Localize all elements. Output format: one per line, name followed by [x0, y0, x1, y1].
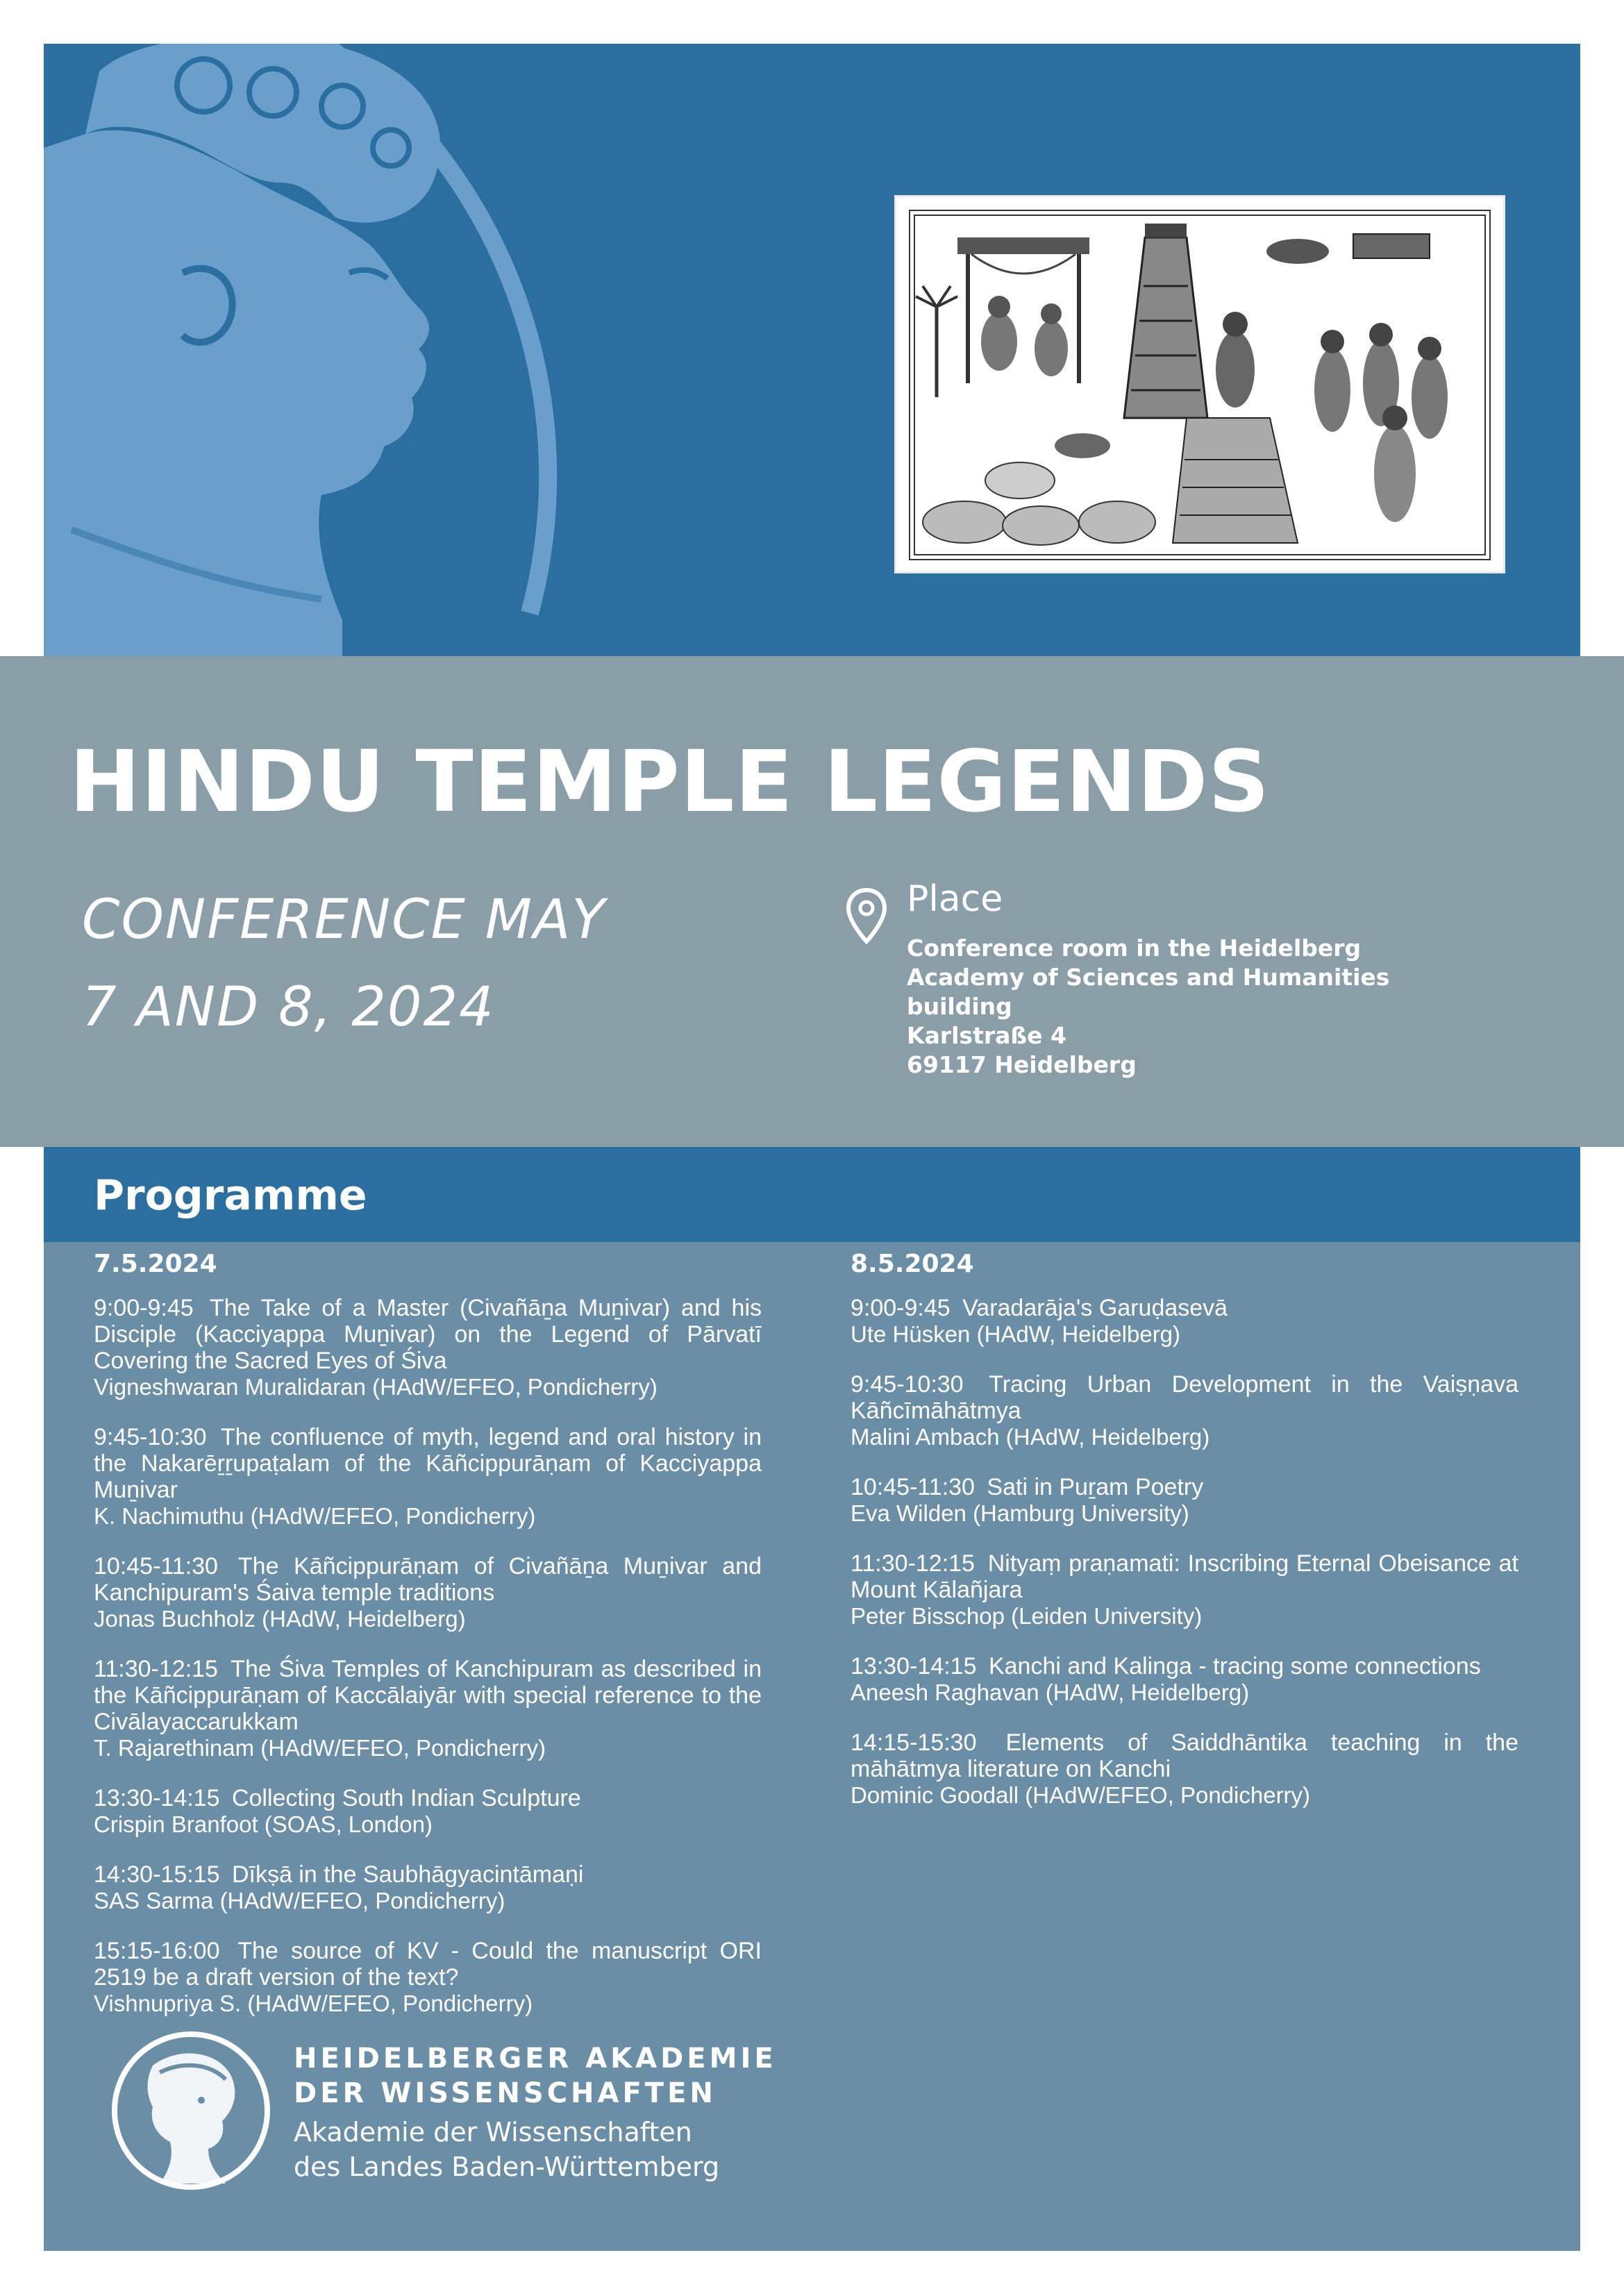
talk-speaker: K. Nachimuthu (HAdW/EFEO, Pondicherry)	[94, 1503, 536, 1529]
talk-time: 11:30-12:15	[94, 1656, 218, 1682]
talk-title-text: Dīkṣā in the Saubhāgyacintāmaṇi	[231, 1861, 584, 1888]
talk-title	[851, 1295, 1518, 1321]
talk-speaker: Malini Ambach (HAdW, Heidelberg)	[851, 1424, 1210, 1450]
talk-speaker: Vishnupriya S. (HAdW/EFEO, Pondicherry)	[94, 1991, 533, 2016]
talk-title-text: The Take of a Master (Civañāṉa Muṉivar) and his Disciple (Kacciyappa Muṉivar) on the Legend of Pārvatī Covering the Sacred Eyes of Śiva	[94, 1295, 762, 1374]
programme-entry	[94, 1424, 762, 1529]
programme-entry	[94, 1938, 762, 2016]
programme-entry	[851, 1550, 1518, 1629]
talk-title	[94, 1424, 762, 1503]
temple-woodcut-illustration	[894, 195, 1505, 573]
conference-title: HINDU TEMPLE LEGENDS	[69, 732, 1271, 831]
talk-speaker: Dominic Goodall (HAdW/EFEO, Pondicherry)	[851, 1782, 1311, 1808]
talk-speaker: Jonas Buchholz (HAdW, Heidelberg)	[94, 1606, 466, 1632]
talk-title	[94, 1785, 762, 1811]
talk-time: 11:30-12:15	[851, 1550, 975, 1577]
talk-title	[851, 1371, 1518, 1424]
place-line: Academy of Sciences and Humanities	[907, 964, 1390, 991]
programme-entry	[94, 1656, 762, 1761]
talk-title-text: The source of KV - Could the manuscript ORI 2519 be a draft version of the text?	[94, 1938, 762, 1991]
programme-entry	[851, 1729, 1518, 1808]
logo-line: des Landes Baden-Württemberg	[294, 2152, 720, 2182]
academy-logo-text	[294, 2041, 777, 2184]
talk-speaker: T. Rajarethinam (HAdW/EFEO, Pondicherry)	[94, 1735, 546, 1761]
talk-title	[851, 1550, 1518, 1603]
programme-title: Programme	[94, 1171, 367, 1220]
programme-header	[44, 1147, 1580, 1242]
day-date: 8.5.2024	[851, 1250, 974, 1278]
talk-title-text: The confluence of myth, legend and oral history in the Nakarēṟṟupaṭalam of the Kāñcippurāṇam of Kacciyappa Muṉivar	[94, 1424, 762, 1503]
place-line: Conference room in the Heidelberg	[907, 935, 1362, 962]
conference-date	[82, 876, 776, 1051]
profile-head-logo-icon	[44, 44, 724, 656]
logo-line: Akademie der Wissenschaften	[294, 2117, 692, 2147]
talk-title-text: Sati in Puṟam Poetry	[987, 1474, 1204, 1500]
programme-entry	[851, 1371, 1518, 1450]
talk-title-text: Collecting South Indian Sculpture	[231, 1785, 581, 1811]
talk-title	[851, 1729, 1518, 1782]
programme-entry	[94, 1295, 762, 1400]
talk-title	[94, 1553, 762, 1606]
logo-line: HEIDELBERGER AKADEMIE	[294, 2043, 777, 2075]
talk-speaker: Ute Hüsken (HAdW, Heidelberg)	[851, 1321, 1181, 1347]
programme-entry	[851, 1295, 1518, 1347]
place-address	[907, 934, 1434, 1080]
talk-time: 10:45-11:30	[851, 1474, 975, 1500]
talk-time: 9:00-9:45	[94, 1295, 194, 1321]
talk-title-text: Varadarāja's Garuḍasevā	[962, 1295, 1228, 1321]
hero-panel	[44, 44, 1580, 656]
talk-title	[94, 1861, 762, 1888]
place-line: Karlstraße 4	[907, 1022, 1066, 1049]
conference-date-line-1: CONFERENCE MAY	[82, 889, 607, 951]
talk-time: 14:15-15:30	[851, 1729, 977, 1756]
talk-speaker: SAS Sarma (HAdW/EFEO, Pondicherry)	[94, 1888, 505, 1913]
talk-time: 10:45-11:30	[94, 1553, 218, 1579]
programme-entry	[94, 1861, 762, 1913]
talk-time: 9:00-9:45	[851, 1295, 951, 1321]
talk-title	[94, 1938, 762, 1991]
talk-time: 13:30-14:15	[851, 1653, 977, 1679]
programme-day-2	[851, 1250, 1518, 1832]
talk-title	[851, 1653, 1518, 1679]
talk-title-text: The Kāñcippurāṇam of Civañāṉa Muṉivar and Kanchipuram's Śaiva temple traditions	[94, 1553, 762, 1606]
talk-title-text: Nityaṃ praṇamati: Inscribing Eternal Obeisance at Mount Kālañjara	[851, 1550, 1518, 1603]
talk-time: 15:15-16:00	[94, 1938, 220, 1964]
location-pin-icon	[846, 887, 887, 946]
place-label: Place	[907, 878, 1003, 920]
talk-title-text: The Śiva Temples of Kanchipuram as described in the Kāñcippurāṇam of Kaccālaiyār with special reference to the Civālayaccarukkam	[94, 1656, 762, 1735]
place-line: building	[907, 993, 1012, 1020]
talk-time: 13:30-14:15	[94, 1785, 220, 1811]
talk-title-text: Kanchi and Kalinga - tracing some connections	[988, 1653, 1481, 1679]
athena-head-logo-icon	[104, 2024, 278, 2197]
programme-entry	[851, 1653, 1518, 1705]
programme-entry	[94, 1553, 762, 1632]
talk-speaker: Peter Bisschop (Leiden University)	[851, 1603, 1203, 1629]
talk-time: 9:45-10:30	[94, 1424, 207, 1450]
day-date: 7.5.2024	[94, 1250, 217, 1278]
talk-time: 14:30-15:15	[94, 1861, 220, 1888]
talk-title	[851, 1474, 1518, 1500]
place-line: 69117 Heidelberg	[907, 1051, 1137, 1078]
conference-date-line-2: 7 AND 8, 2024	[82, 976, 495, 1039]
programme-entry	[94, 1785, 762, 1837]
talk-title	[94, 1295, 762, 1374]
talk-time: 9:45-10:30	[851, 1371, 964, 1398]
logo-line: DER WISSENSCHAFTEN	[294, 2077, 717, 2109]
talk-title	[94, 1656, 762, 1735]
talk-speaker: Aneesh Raghavan (HAdW, Heidelberg)	[851, 1679, 1250, 1705]
programme-entry	[851, 1474, 1518, 1526]
talk-speaker: Eva Wilden (Hamburg University)	[851, 1500, 1189, 1526]
talk-speaker: Vigneshwaran Muralidaran (HAdW/EFEO, Pondicherry)	[94, 1374, 658, 1400]
programme-day-1	[94, 1250, 762, 2041]
talk-speaker: Crispin Branfoot (SOAS, London)	[94, 1811, 433, 1837]
talk-title-text: Elements of Saiddhāntika teaching in the māhātmya literature on Kanchi	[851, 1729, 1519, 1782]
talk-title-text: Tracing Urban Development in the Vaiṣṇava Kāñcīmāhātmya	[851, 1371, 1518, 1424]
